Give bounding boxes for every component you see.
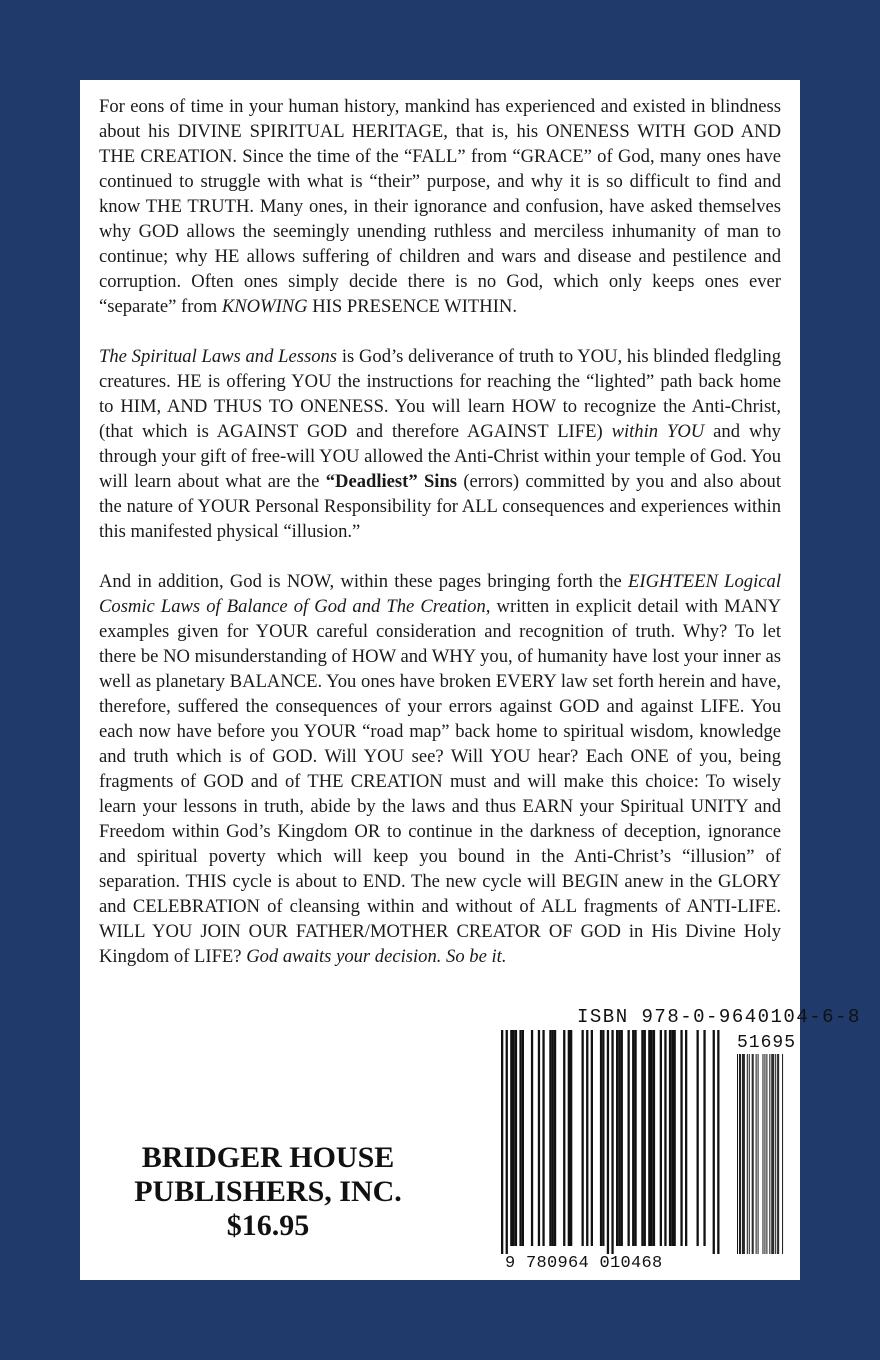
price: $16.95 xyxy=(226,1209,310,1242)
isbn-label: ISBN 978-0-9640104-6-8 xyxy=(577,1006,861,1028)
barcode-bar xyxy=(644,1030,646,1246)
text-segment: The Spiritual Laws and Lessons xyxy=(99,346,338,367)
barcode-bar xyxy=(660,1030,662,1246)
barcode-bar xyxy=(651,1030,653,1246)
blurb-text xyxy=(99,94,781,969)
barcode-bar xyxy=(634,1030,636,1246)
back-cover-panel xyxy=(80,80,861,1280)
barcode-bar xyxy=(570,1030,572,1246)
price-addon-digits: 51695 xyxy=(737,1033,797,1053)
barcode-bar xyxy=(616,1030,618,1246)
barcode-bar xyxy=(568,1030,570,1246)
barcode-bar xyxy=(632,1030,634,1246)
barcode-bar xyxy=(697,1030,699,1246)
barcode-addon-bar xyxy=(764,1054,765,1254)
barcode-addon-bar xyxy=(762,1054,763,1254)
barcode-addon-bar xyxy=(758,1054,759,1254)
barcode-bar xyxy=(685,1030,687,1246)
barcode-bar xyxy=(513,1030,515,1246)
barcode-bar xyxy=(628,1030,630,1246)
barcode-addon-bar xyxy=(769,1054,770,1254)
barcode-bar xyxy=(607,1030,609,1254)
barcode-bar xyxy=(531,1030,533,1246)
barcode-bar xyxy=(549,1030,551,1246)
barcode-bar xyxy=(703,1030,705,1246)
barcode-addon-bar xyxy=(739,1054,740,1254)
text-segment: God awaits your decision. So be it. xyxy=(246,946,507,967)
barcode-addon-bar xyxy=(737,1054,738,1254)
ean-digits: 9 780964 010468 xyxy=(505,1254,663,1273)
barcode-bar xyxy=(648,1030,650,1246)
barcode-bar xyxy=(563,1030,565,1246)
barcode-addon-bar xyxy=(756,1054,757,1254)
barcode-bar xyxy=(611,1030,613,1254)
text-segment: HIS PRESENCE WITHIN. xyxy=(307,296,517,317)
barcode-bar xyxy=(664,1030,666,1246)
text-segment: within YOU xyxy=(611,421,705,442)
barcode-bar xyxy=(680,1030,682,1246)
barcode-bar xyxy=(602,1030,604,1246)
barcode-bar xyxy=(600,1030,602,1246)
barcode-addon-bar xyxy=(749,1054,750,1254)
barcode-bar xyxy=(669,1030,671,1246)
isbn-barcode xyxy=(475,1002,861,1273)
publisher-block xyxy=(118,1141,418,1243)
barcode-addon-bar xyxy=(777,1054,778,1254)
text-segment: And in addition, God is NOW, within these pages bringing forth the xyxy=(99,571,629,592)
barcode-addon-bar xyxy=(747,1054,748,1254)
barcode-bar xyxy=(542,1030,544,1246)
barcode-addon-bar xyxy=(782,1054,783,1254)
barcode-addon-bar xyxy=(773,1054,774,1254)
barcode-bar xyxy=(538,1030,540,1246)
barcode-bar xyxy=(582,1030,584,1246)
barcode-bar xyxy=(717,1030,719,1254)
barcode-bar xyxy=(591,1030,593,1246)
barcode-bar xyxy=(586,1030,588,1246)
text-segment: (errors) committed by you and also about the nature of YOUR Personal Responsibility for ALL consequences and experiences within this manifested physical “illusion.” xyxy=(99,471,781,542)
barcode-bar xyxy=(515,1030,517,1246)
barcode-bar xyxy=(519,1030,521,1246)
barcode-bar xyxy=(713,1030,715,1254)
text-segment: EIGHTEEN Logical Cosmic Laws of Balance of God and The Creation, xyxy=(99,571,781,617)
text-segment: is God’s deliverance of truth to YOU, his blinded fledgling creatures. HE is offering YOU the instructions for reaching the “lighted” path back home to HIM, AND THUS TO ONENESS. You will learn HOW to recognize the Anti-Christ, (that which is AGAINST GOD and therefore AGAINST LIFE) xyxy=(99,346,781,442)
barcode-bars-icon xyxy=(497,1030,727,1254)
barcode-addon-bar xyxy=(766,1054,767,1254)
barcode-addon-bar xyxy=(753,1054,754,1254)
text-segment: KNOWING xyxy=(221,296,308,317)
barcode-bar xyxy=(618,1030,620,1246)
barcode-addon-bar xyxy=(752,1054,753,1254)
barcode-addon-bar xyxy=(775,1054,776,1254)
barcode-bar xyxy=(621,1030,623,1246)
barcode-addon-bar xyxy=(772,1054,773,1254)
paragraph-2 xyxy=(99,344,781,544)
barcode-addon-bar xyxy=(743,1054,744,1254)
barcode-addon-bar xyxy=(778,1054,779,1254)
paragraph-1 xyxy=(99,94,781,319)
barcode-addon-bar xyxy=(744,1054,745,1254)
barcode-bar xyxy=(552,1030,554,1246)
barcode-bar xyxy=(641,1030,643,1246)
barcode-bar xyxy=(510,1030,512,1246)
text-segment: written in explicit detail with MANY examples given for YOUR careful consideration and recognition of truth. Why? To let there be NO misunderstanding of HOW and WHY you, of humanity have lost your inner as well as planetary BALANCE. You ones have broken EVERY law set forth herein and have, therefore, suffered the consequences of your errors against GOD and against LIFE. You each now have before you YOUR “road map” back home to spiritual wisdom, knowledge and truth which is of GOD. Will YOU see? Will YOU hear? Each ONE of you, being fragments of GOD and of THE CREATION must and will make this choice: To wisely learn your lessons in truth, abide by the laws and thus EARN your Spiritual UNITY and Freedom within God’s Kingdom OR to continue in the darkness of deception, ignorance and spiritual poverty which will keep you bound in the Anti-Christ’s “illusion” of separation. THIS cycle is about to END. The new cycle will BEGIN anew in the GLORY and CELEBRATION of cleansing within and without of ALL fragments of ANTI-LIFE. WILL YOU JOIN OUR FATHER/MOTHER CREATOR OF GOD in His Divine Holy Kingdom of LIFE? xyxy=(99,596,781,967)
paragraph-3 xyxy=(99,569,781,969)
barcode-bar xyxy=(501,1030,503,1254)
barcode-bar xyxy=(653,1030,655,1246)
barcode-bar xyxy=(554,1030,556,1246)
barcode-bar xyxy=(674,1030,676,1246)
barcode-addon-bar xyxy=(742,1054,743,1254)
barcode-addon-bar xyxy=(771,1054,772,1254)
barcode-bar xyxy=(671,1030,673,1246)
text-segment: and why through your gift of free-will YOU allowed the Anti-Christ within your temple of God. You will learn about what are the xyxy=(99,421,781,492)
text-segment: “Deadliest” Sins xyxy=(325,471,458,492)
barcode-addon-bars-icon xyxy=(737,1054,787,1254)
publisher-name-line-2: PUBLISHERS, INC. xyxy=(134,1175,402,1208)
barcode-bar xyxy=(522,1030,524,1246)
barcode-bar xyxy=(506,1030,508,1254)
text-segment: For eons of time in your human history, mankind has experienced and existed in blindness about his DIVINE SPIRITUAL HERITAGE, that is, his ONENESS WITH GOD AND THE CREATION. Since the time of the “FALL” from “GRACE” of God, many ones have continued to struggle with what is “their” purpose, and why it is so difficult to find and know THE TRUTH. Many ones, in their ignorance and confusion, have asked themselves why GOD allows the seemingly unending ruthless and merciless inhumanity of man to continue; why HE allows suffering of children and wars and disease and pestilence and corruption. Often ones simply decide there is no God, which only keeps ones ever “separate” from xyxy=(99,96,781,317)
barcode-addon-bar xyxy=(740,1054,741,1254)
publisher-name-line-1: BRIDGER HOUSE xyxy=(141,1141,395,1174)
